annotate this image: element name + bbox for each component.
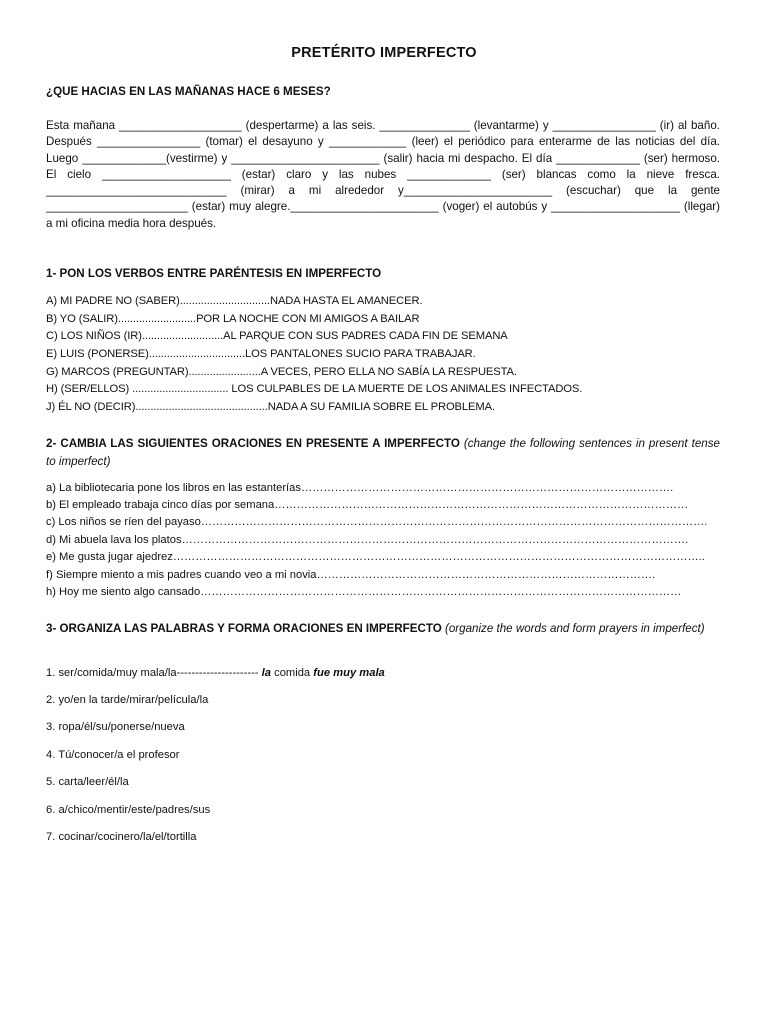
section1-item: B) YO (SALIR)..........................POR LA NOCHE CON MI AMIGOS A BAILAR <box>46 313 420 325</box>
example-prompt: 1. ser/comida/muy mala/la---------------------- <box>46 667 259 679</box>
section3-item: 3. ropa/él/su/ponerse/nueva <box>46 721 185 733</box>
example-answer-article: la <box>261 667 271 679</box>
page-title: PRETÉRITO IMPERFECTO <box>291 45 477 61</box>
section1-item: G) MARCOS (PREGUNTAR)........................A VECES, PERO ELLA NO SABÍA LA RESPUESTA. <box>46 366 517 378</box>
section2-item: d) Mi abuela lava los platos………………………………………………………………………………………………………………………. <box>46 534 689 546</box>
section1-heading: 1- PON LOS VERBOS ENTRE PARÉNTESIS EN IMPERFECTO <box>46 267 382 280</box>
section1-item: A) MI PADRE NO (SABER)..............................NADA HASTA EL AMANECER. <box>46 295 423 307</box>
section3-item: 7. cocinar/cocinero/la/el/tortilla <box>46 831 197 843</box>
section3-heading-block <box>46 620 720 638</box>
intro-question: ¿QUE HACIAS EN LAS MAÑANAS HACE 6 MESES? <box>46 85 331 98</box>
section3-item: 6. a/chico/mentir/este/padres/sus <box>46 804 211 816</box>
section2-item: b) El empleado trabaja cinco días por semana………………………………………………………………………………………………… <box>46 499 689 511</box>
example-answer-rest: fue muy mala <box>313 667 385 679</box>
section1-item: J) ÉL NO (DECIR)............................................NADA A SU FAMILIA SOBRE EL PROBLEMA. <box>46 401 495 413</box>
section3-item: 4. Tú/conocer/a el profesor <box>46 749 180 761</box>
section3-item: 2. yo/en la tarde/mirar/película/la <box>46 694 209 706</box>
section3-item: 5. carta/leer/él/la <box>46 776 129 788</box>
section2-item: h) Hoy me siento algo cansado………………………………………………………………………………………………………………… <box>46 586 682 598</box>
section2-heading: 2- CAMBIA LAS SIGUIENTES ORACIONES EN PRESENTE A IMPERFECTO <box>46 437 460 450</box>
section2-heading-note: (change the following sentences in present tense to imperfect) <box>46 437 720 468</box>
section2-heading-block <box>46 435 720 471</box>
section3-heading: 3- ORGANIZA LAS PALABRAS Y FORMA ORACIONES EN IMPERFECTO <box>46 622 442 635</box>
section1-item: C) LOS NIÑOS (IR)...........................AL PARQUE CON SUS PADRES CADA FIN DE SEMANA <box>46 330 508 342</box>
section1-item: H) (SER/ELLOS) ................................ LOS CULPABLES DE LA MUERTE DE LOS ANIMALES INFECTADOS. <box>46 383 583 395</box>
intro-paragraph: Esta mañana ___________________ (despertarme) a las seis. ______________ (levantarme) y ________________ (ir) al baño. Después ________________ (tomar) el desayuno y ____________ (leer) el periódico para enterarme de las noticias del día. Luego _____________(vestirme) y _______________________ (salir) hacia mi despacho. El día _____________ (ser) hermoso. El cielo ____________________ (estar) claro y las nubes _____________ (ser) blancas como la nieve fresca. ____________________________ (mirar) a mi alrededor y_______________________ (escuchar) que la gente ______________________ (estar) muy alegre._______________________ (voger) el autobús y ____________________ (llegar) a mi oficina media hora después. <box>46 119 720 230</box>
section2-item: c) Los niños se ríen del payaso………………………………………………………………………………………………………………………. <box>46 516 708 528</box>
example-answer-noun: comida <box>274 667 311 679</box>
section1-item: E) LUIS (PONERSE)................................LOS PANTALONES SUCIO PARA TRABAJAR. <box>46 348 476 360</box>
section2-item: e) Me gusta jugar ajedrez…………………………………………………………………………………………………………………………….. <box>46 551 705 563</box>
section2-item: f) Siempre miento a mis padres cuando veo a mi novia………………………………………………………………………………. <box>46 569 656 581</box>
section3-heading-note: (organize the words and form prayers in imperfect) <box>444 622 705 635</box>
section2-item: a) La bibliotecaria pone los libros en las estanterías………………………………………………………………………………………. <box>46 482 674 494</box>
section3-example <box>46 667 385 679</box>
